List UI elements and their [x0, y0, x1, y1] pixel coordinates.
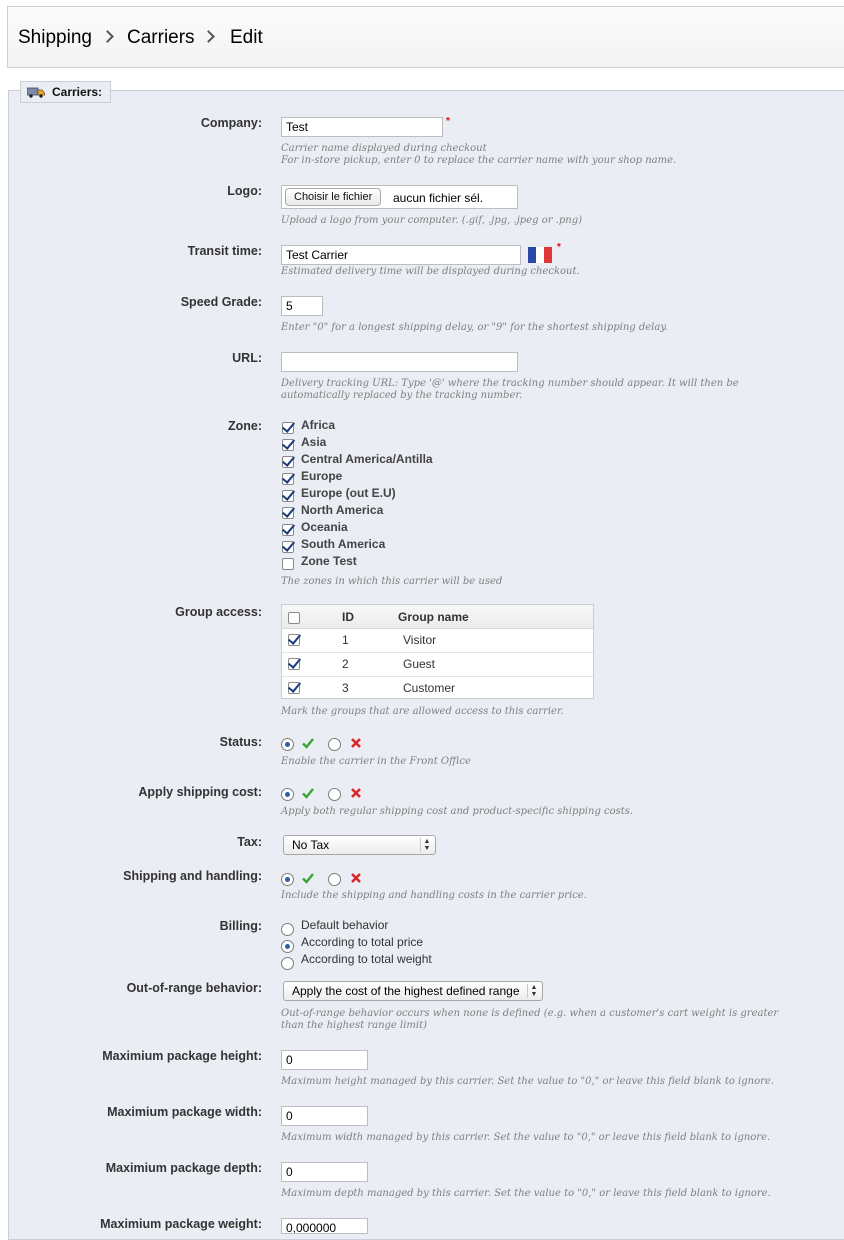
max-height-input[interactable]: 0 [281, 1050, 368, 1070]
transit-time-label: Transit time: [187, 244, 262, 258]
out-of-range-hint-2: than the highest range limit) [281, 1020, 428, 1031]
zone-checkbox-europe[interactable] [282, 473, 294, 485]
max-depth-input[interactable]: 0 [281, 1162, 368, 1182]
speed-grade-label: Speed Grade: [180, 295, 262, 309]
company-label: Company: [200, 116, 262, 130]
choose-file-button[interactable]: Choisir le fichier [285, 188, 381, 206]
speed-grade-input[interactable]: 5 [281, 296, 323, 316]
status-label: Status: [219, 735, 262, 749]
zone-item-label: South America [301, 537, 386, 551]
required-marker: * [446, 116, 450, 127]
cross-icon [350, 872, 362, 884]
check-icon [302, 737, 314, 749]
billing-label: Billing: [219, 919, 262, 933]
zone-item-label: North America [301, 503, 384, 517]
column-header-group-name: Group name [398, 610, 469, 624]
breadcrumb [7, 6, 844, 68]
zone-item-label: Asia [301, 435, 327, 449]
table-header [282, 605, 593, 629]
status-hint: Enable the carrier in the Front Office [281, 756, 471, 767]
table-row[interactable] [282, 676, 593, 700]
max-width-input[interactable]: 0 [281, 1106, 368, 1126]
max-weight-input[interactable]: 0,000000 [281, 1218, 368, 1234]
zone-checkbox-south-america[interactable] [282, 541, 294, 553]
breadcrumb-carriers[interactable]: Carriers [127, 27, 195, 48]
handling-no-radio[interactable] [328, 873, 341, 886]
table-row[interactable] [282, 628, 593, 653]
url-hint: Delivery tracking URL: Type '@' where the tracking number should appear. It will then be [281, 378, 739, 389]
group-checkbox[interactable] [288, 658, 300, 670]
zone-hint: The zones in which this carrier will be used [281, 576, 503, 587]
out-of-range-label: Out-of-range behavior: [126, 981, 262, 995]
max-height-hint: Maximum height managed by this carrier. Set the value to "0," or leave this field blank to ignore. [281, 1076, 774, 1087]
group-id: 2 [342, 657, 349, 671]
status-enabled-radio[interactable] [281, 738, 294, 751]
shipping-cost-label: Apply shipping cost: [138, 785, 262, 799]
group-checkbox[interactable] [288, 682, 300, 694]
group-checkbox[interactable] [288, 634, 300, 646]
url-label: URL: [232, 351, 262, 365]
zone-item-label: Oceania [301, 520, 348, 534]
cross-icon [350, 787, 362, 799]
url-input[interactable] [281, 352, 518, 372]
zone-checkbox-asia[interactable] [282, 439, 294, 451]
max-depth-hint: Maximum depth managed by this carrier. Set the value to "0," or leave this field blank to ignore. [281, 1188, 771, 1199]
billing-option-label: According to total weight [301, 952, 432, 966]
shipping-cost-yes-radio[interactable] [281, 788, 294, 801]
billing-option-label: Default behavior [301, 918, 389, 932]
check-icon [302, 787, 314, 799]
zone-checkbox-europe-out-eu[interactable] [282, 490, 294, 502]
required-marker: * [557, 242, 561, 253]
max-weight-label: Maximium package weight: [100, 1217, 262, 1231]
tax-select[interactable] [283, 835, 436, 855]
group-access-label: Group access: [175, 605, 262, 619]
billing-option-label: According to total price [301, 935, 424, 949]
transit-time-input[interactable]: Test Carrier [281, 245, 521, 265]
handling-yes-radio[interactable] [281, 873, 294, 886]
cross-icon [350, 737, 362, 749]
shipping-cost-no-radio[interactable] [328, 788, 341, 801]
zone-item-label: Europe [301, 469, 343, 483]
logo-label: Logo: [227, 184, 262, 198]
group-access-hint: Mark the groups that are allowed access to this carrier. [281, 706, 564, 717]
select-arrows-icon: ▲ ▼ [420, 838, 433, 852]
handling-hint: Include the shipping and handling costs in the carrier price. [281, 890, 587, 901]
group-name: Guest [403, 657, 436, 671]
max-width-label: Maximium package width: [107, 1105, 262, 1119]
tax-label: Tax: [237, 835, 262, 849]
max-height-label: Maximium package height: [102, 1049, 262, 1063]
chevron-right-icon [202, 30, 215, 43]
out-of-range-selected-value: Apply the cost of the highest defined range [292, 984, 520, 998]
status-disabled-radio[interactable] [328, 738, 341, 751]
flag-fr-icon[interactable] [528, 247, 552, 263]
chevron-right-icon [101, 30, 114, 43]
company-input[interactable]: Test [281, 117, 443, 137]
shipping-cost-hint: Apply both regular shipping cost and product-specific shipping costs. [281, 806, 634, 817]
group-access-table [281, 604, 594, 699]
zone-checkbox-oceania[interactable] [282, 524, 294, 536]
company-hint: Carrier name displayed during checkout [281, 143, 487, 154]
transit-time-hint: Estimated delivery time will be displayed during checkout. [281, 266, 580, 277]
tax-selected-value: No Tax [292, 838, 330, 852]
breadcrumb-shipping[interactable]: Shipping [18, 27, 92, 48]
logo-hint: Upload a logo from your computer. (.gif, .jpg, .jpeg or .png) [281, 215, 583, 226]
group-id: 1 [342, 633, 349, 647]
select-arrows-icon: ▲ ▼ [527, 984, 540, 998]
billing-total-price-radio[interactable] [281, 940, 294, 953]
max-width-hint: Maximum width managed by this carrier. Set the value to "0," or leave this field blank to ignore. [281, 1132, 771, 1143]
file-status: aucun fichier sél. [393, 191, 484, 205]
url-hint-2: automatically replaced by the tracking number. [281, 390, 523, 401]
zone-checkbox-africa[interactable] [282, 422, 294, 434]
group-name: Visitor [403, 633, 437, 647]
form-legend [20, 81, 111, 103]
out-of-range-select[interactable] [283, 981, 543, 1001]
zone-item-label: Africa [301, 418, 336, 432]
zone-checkbox-zone-test[interactable] [282, 558, 294, 570]
column-header-id: ID [342, 610, 354, 624]
check-icon [302, 872, 314, 884]
handling-label: Shipping and handling: [123, 869, 262, 883]
company-hint-2: For in-store pickup, enter 0 to replace the carrier name with your shop name. [281, 155, 677, 166]
group-name: Customer [403, 681, 456, 695]
select-all-groups-checkbox[interactable] [288, 612, 300, 624]
out-of-range-hint: Out-of-range behavior occurs when none is defined (e.g. when a customer's cart weight is greater [281, 1008, 779, 1019]
zone-checkbox-central-america[interactable] [282, 456, 294, 468]
zone-item-label: Europe (out E.U) [301, 486, 396, 500]
group-id: 3 [342, 681, 349, 695]
speed-grade-hint: Enter "0" for a longest shipping delay, or "9" for the shortest shipping delay. [281, 322, 668, 333]
zone-label: Zone: [227, 419, 262, 433]
zone-checkbox-north-america[interactable] [282, 507, 294, 519]
billing-total-weight-radio[interactable] [281, 957, 294, 970]
legend-title: Carriers: [52, 85, 103, 99]
max-depth-label: Maximium package depth: [105, 1161, 262, 1175]
zone-item-label: Zone Test [301, 554, 357, 568]
breadcrumb-edit: Edit [230, 27, 263, 48]
zone-item-label: Central America/Antilla [301, 452, 433, 466]
truck-icon [27, 87, 45, 98]
billing-default-radio[interactable] [281, 923, 294, 936]
table-row[interactable] [282, 652, 593, 677]
